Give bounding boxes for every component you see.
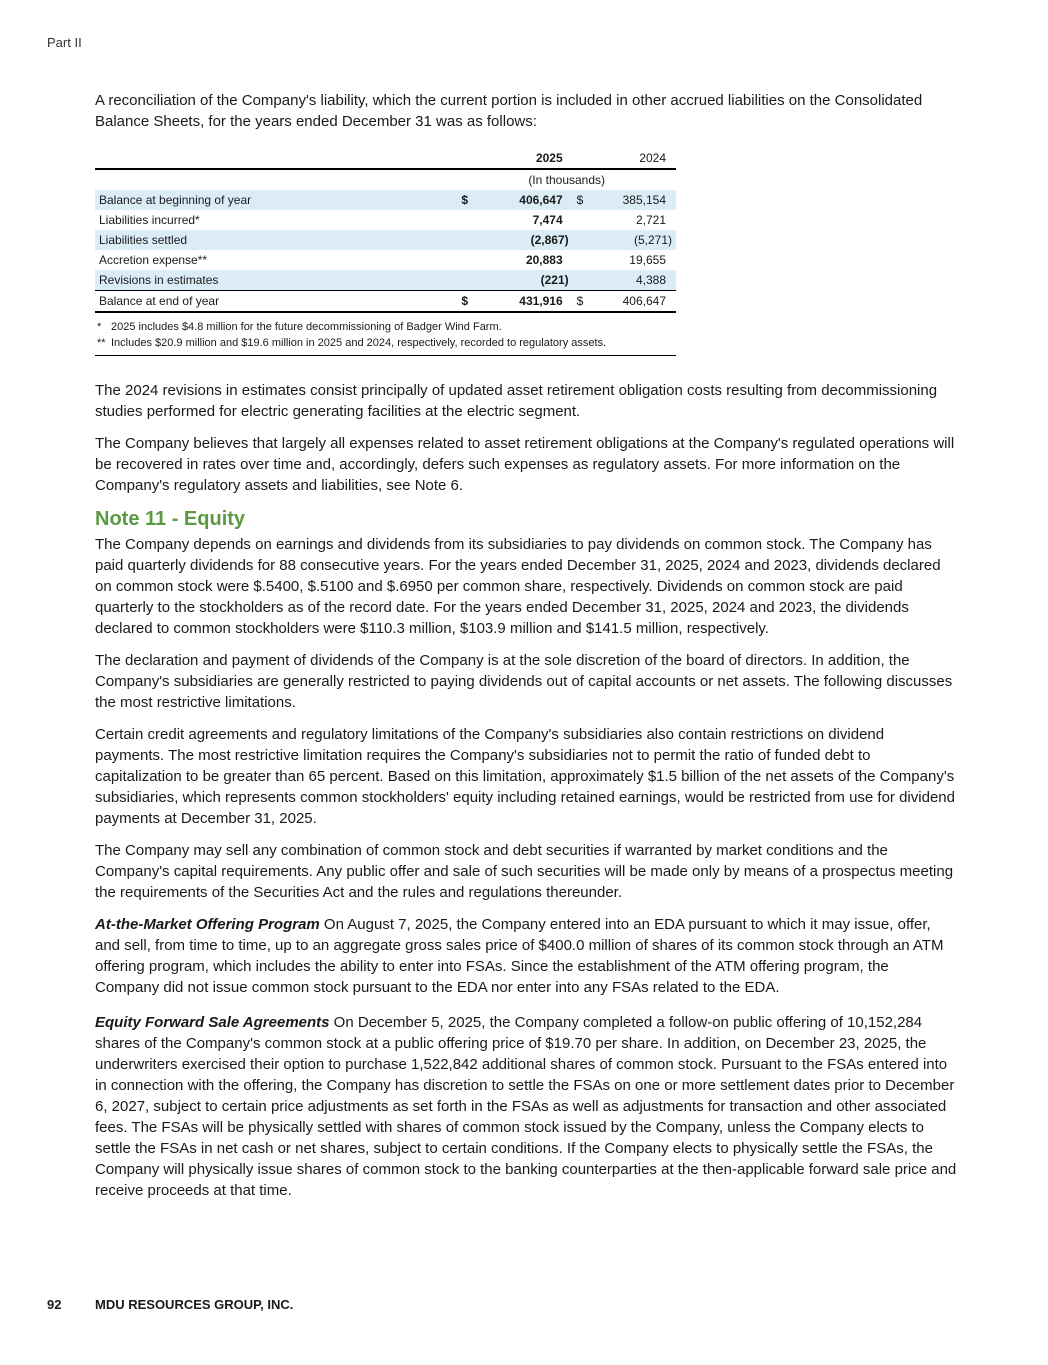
table-row [95,230,676,250]
aro-discussion [95,380,957,496]
value-2025: (2,867) [477,230,573,250]
column-header-2025: 2025 [477,148,573,169]
row-label: Liabilities settled [95,230,457,250]
value-2024: (5,271) [594,230,676,250]
table-row [95,210,676,230]
value-2024: 2,721 [635,213,666,227]
footnote [95,335,676,351]
table-total-row [95,291,676,313]
footnote-marker: ** [97,337,106,349]
currency-symbol [573,270,594,291]
table-row [95,270,676,291]
currency-symbol: $ [457,190,477,210]
value-2024: 19,655 [629,253,666,267]
currency-symbol [573,250,594,270]
table-header-row [95,148,676,169]
value-2024: 4,388 [594,270,676,291]
part-label: Part II [47,35,82,50]
currency-symbol [573,230,594,250]
paragraph: The Company may sell any combination of common stock and debt securities if warranted by market conditions and the Company's capital requirements. Any public offer and sale of such securities will be made only by means of a prospectus meeting the requirements of the Securities Act and the rules and regulations thereunder. [95,842,954,901]
currency-symbol [457,250,477,270]
footnote-text: 2025 includes $4.8 million for the future decommissioning of Badger Wind Farm. [111,321,502,333]
value-2024: 385,154 [594,190,676,210]
currency-symbol [457,210,477,230]
value-2024: 406,647 [594,291,676,313]
column-header-2024: 2024 [594,148,676,169]
page-number: 92 [47,1297,62,1312]
footnote [95,319,676,335]
atm-paragraph [95,914,957,998]
value-2025: 406,647 [477,190,573,210]
paragraph: The Company believes that largely all expenses related to asset retirement obligations at the Company's regulated operations will be recovered in rates over time and, accordingly, defers such expenses as regulatory assets. For more information on the Company's regulatory assets and liabilities, see Note 6. [95,435,955,494]
table-row [95,250,676,270]
currency-symbol: $ [573,190,594,210]
paragraph: The Company depends on earnings and dividends from its subsidiaries to pay dividends on common stock. The Company has paid quarterly dividends for 88 consecutive years. For the years ended December 31, 2025, 2024 and 2023, dividends declared on common stock were $.5400, $.5100 and $.6950 per common share, respectively. Dividends on common stock are paid quarterly to the stockholders as of the record date. For the years ended December 31, 2025, 2024 and 2023, the dividends declared to common stockholders were $110.3 million, $103.9 million and $141.5 million, respectively. [95,536,941,637]
currency-symbol [573,210,594,230]
table-footnotes [95,313,676,356]
intro-paragraph: A reconciliation of the Company's liability, which the current portion is included in other accrued liabilities on the Consolidated Balance Sheets, for the years ended December 31 was as follows: [95,92,923,130]
units-label: (In thousands) [528,173,606,187]
company-name: MDU RESOURCES GROUP, INC. [95,1297,294,1312]
fsa-lead: Equity Forward Sale Agreements [95,1014,330,1031]
footnote-text: Includes $20.9 million and $19.6 million in 2025 and 2024, respectively, recorded to regulatory assets. [111,337,607,349]
paragraph: The declaration and payment of dividends of the Company is at the sole discretion of the board of directors. In addition, the Company's subsidiaries are generally restricted to paying dividends out of capital accounts or net assets. The following discusses the most restrictive limitations. [95,652,953,711]
units-row [95,169,676,190]
currency-symbol [457,270,477,291]
aro-reconciliation-table [95,148,676,313]
row-label: Balance at end of year [95,291,457,313]
currency-symbol: $ [573,291,594,313]
note-heading: Note 11 - Equity [95,508,246,530]
footnote-marker: * [97,321,102,333]
row-label: Liabilities incurred* [99,213,200,227]
page-footer [47,1297,293,1312]
value-2025: 20,883 [525,253,563,267]
row-label: Balance at beginning of year [95,190,457,210]
row-label: Revisions in estimates [95,270,457,291]
row-label: Accretion expense** [99,253,208,267]
fsa-paragraph [95,1012,957,1201]
value-2025: 7,474 [532,213,563,227]
table-row [95,190,676,210]
value-2025: (221) [477,270,573,291]
paragraph: The 2024 revisions in estimates consist principally of updated asset retirement obligation costs resulting from decommissioning studies performed for electric generating facilities at the electric segment. [95,382,938,420]
fsa-text: On December 5, 2025, the Company completed a follow-on public offering of 10,152,284 shares of the Company's common stock at a public offering price of $19.70 per share. In addition, on December 23, 2025, the underwriters exercised their option to purchase 1,522,842 additional shares of common stock. Pursuant to the FSAs entered into in connection with the offering, the Company has discretion to settle the FSAs on one or more settlement dates prior to December 6, 2027, subject to certain price adjustments as set forth in the FSAs as well as adjustments for transaction and other associated fees. The FSAs will be physically settled with shares of common stock issued by the Company, unless the Company elects to settle the FSAs in net cash or net shares, subject to certain conditions. If the Company elects to physically settle the FSAs, the Company will physically issue shares of common stock to the banking counterparties at the then-applicable forward sale price and receive proceeds at that time. [95,1014,957,1199]
atm-text: On August 7, 2025, the Company entered into an EDA pursuant to which it may issue, offer, and sell, from time to time, up to an aggregate gross sales price of $400.0 million of shares of its common stock through an ATM offering program, which includes the ability to enter into FSAs. Since the establishment of the ATM offering program, the Company did not issue common stock pursuant to the EDA nor enter into any FSAs related to the EDA. [95,916,944,996]
paragraph: Certain credit agreements and regulatory limitations of the Company's subsidiaries also contain restrictions on dividend payments. The most restrictive limitation requires the Company's subsidiaries not to permit the ratio of funded debt to capitalization to be greater than 65 percent. Based on this limitation, approximately $1.5 billion of the net assets of the Company's subsidiaries, which represents common stockholders' equity including retained earnings, would be restricted from use for dividend payments at December 31, 2025. [95,726,955,827]
currency-symbol: $ [457,291,477,313]
currency-symbol [457,230,477,250]
atm-lead: At-the-Market Offering Program [95,916,320,933]
page-content [95,90,957,1212]
value-2025: 431,916 [477,291,573,313]
